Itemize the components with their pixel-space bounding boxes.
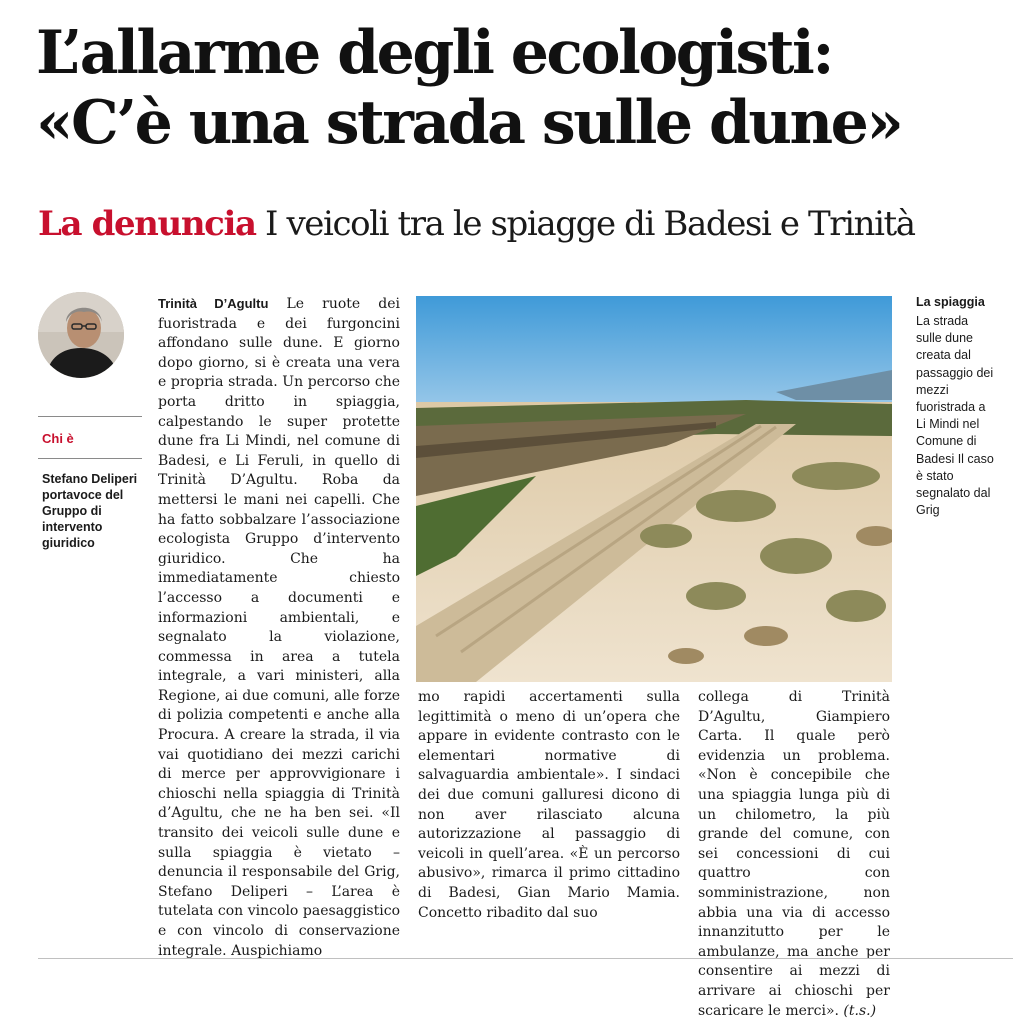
dune-road-image xyxy=(416,296,892,682)
sidebar-label: Chi è xyxy=(42,431,74,446)
caption-text: La strada sulle dune creata dal passaggio dei mezzi fuoristrada a Li Mindi nel Comune di Badesi Il caso è stato segnalato dal Grig xyxy=(916,314,994,518)
sidebar-person: Stefano Deliperi portavoce del Gruppo di intervento giuridico xyxy=(42,472,138,550)
subhead-deck: I veicoli tra le spiagge di Badesi e Trinità xyxy=(255,204,915,244)
sidebar-divider-2 xyxy=(38,458,142,459)
article-column-3 xyxy=(698,688,890,1021)
photo-caption xyxy=(916,294,996,519)
beach-photo xyxy=(416,296,892,682)
article-text-3: collega di Trinità D’Agultu, Giampiero Carta. Il quale però evidenzia un problema. «Non è concepibile che una spiaggia lunga più di un chilometro, la più grande del comune, con sei concessioni di cui quattro con somministrazione, non abbia una via di accesso innanzitutto per le ambulanze, ma anche per consentire ai mezzi di arrivare ai chioschi per scaricare le merci». xyxy=(698,689,890,1019)
sidebar-divider xyxy=(38,416,142,417)
subheadline xyxy=(38,202,1013,246)
article-dateline: Trinità D’Agultu xyxy=(158,296,269,311)
author-sidebar xyxy=(38,292,142,551)
article-column-2: mo rapidi accertamenti sulla legittimità o meno di un’opera che appare in evidente contrasto con le elementari normative di salvaguardia ambientale». I sindaci dei due comuni galluresi dicono di non aver rilasciato alcuna autorizzazione al passaggio di veicoli in quell’area. «È un percorso abusivo», rimarca il primo cittadino di Badesi, Gian Mario Mamia. Concetto ribadito dal suo xyxy=(418,689,680,921)
headline xyxy=(36,18,1011,158)
caption-title: La spiaggia xyxy=(916,295,985,309)
headline-line-1: L’allarme degli ecologisti: xyxy=(36,18,832,88)
article-column-1 xyxy=(158,294,400,961)
headline-line-2: «C’è una strada sulle dune» xyxy=(36,88,902,158)
bottom-divider xyxy=(38,958,1013,959)
subhead-kicker: La denuncia xyxy=(38,204,256,244)
author-initials: (t.s.) xyxy=(838,1002,877,1019)
avatar xyxy=(38,292,124,378)
article-text-1: Le ruote dei fuoristrada e dei furgoncini affondano sulle dune. E giorno dopo giorno, si è creata una vera e propria strada. Un percorso che porta dritto in spiaggia, calpestando le super protette dune fra Li Mindi, nel comune di Badesi, e Li Feruli, in quello di Trinità D’Agultu. Roba da mettersi le mani nei capelli. Che ha fatto sobbalzare l’associazione ecologista Gruppo d’intervento giuridico. Che ha immediatamente chiesto l’accesso a documenti e informazioni ambientali, e segnalato la violazione, commessa in area a tutela integrale, a vari ministeri, alla Regione, ai due comuni, alle forze di polizia competenti e anche alla Procura. A creare la strada, il via vai quotidiano dei mezzi carichi di merce per approvvigionare i chioschi nella spiaggia di Trinità d’Agultu, che ne ha ben sei. «Il transito dei veicoli sulle dune e sulla spiaggia è vietato – denuncia il responsabile del Grig, Stefano Deliperi – L’area è tutelata con vincolo paesaggistico e con vincolo di conservazione integrale. Auspichiamo xyxy=(158,296,400,959)
portrait-photo xyxy=(38,292,124,378)
